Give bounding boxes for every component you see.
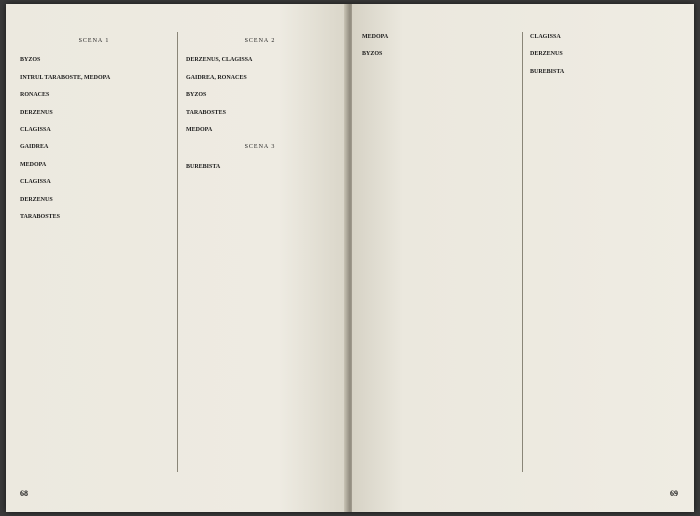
speaker-name: INTRUL TARABOSTE, MEDOPA bbox=[20, 74, 111, 81]
speaker-name: DERZENUS bbox=[530, 51, 563, 58]
speaker-block bbox=[186, 75, 334, 82]
speaker-block bbox=[186, 127, 334, 134]
right-page bbox=[352, 4, 694, 512]
speaker-block bbox=[186, 110, 334, 117]
column-divider bbox=[177, 32, 178, 472]
speaker-name: MEDOPA bbox=[20, 161, 47, 168]
speaker-name: BUREBISTA bbox=[530, 68, 565, 75]
speaker-name: CLAGISSA bbox=[20, 179, 51, 186]
speaker-block bbox=[20, 110, 168, 117]
speaker-name: DERZENUS, CLAGISSA bbox=[186, 57, 253, 64]
speaker-block bbox=[20, 179, 168, 186]
speaker-block bbox=[20, 75, 168, 82]
speaker-name: GAIDREA bbox=[20, 144, 49, 151]
right-column-2 bbox=[530, 34, 678, 86]
speaker-block bbox=[186, 92, 334, 99]
speaker-block bbox=[20, 162, 168, 169]
left-page bbox=[6, 4, 348, 512]
scene-title: SCENA 3 bbox=[244, 144, 276, 151]
right-column-1 bbox=[362, 34, 510, 69]
speaker-block bbox=[20, 127, 168, 134]
speaker-name: RONACES bbox=[20, 92, 50, 99]
speaker-block bbox=[20, 214, 168, 221]
speaker-block bbox=[186, 57, 334, 64]
speaker-name: GAIDREA, RONACES bbox=[186, 74, 247, 81]
speaker-name: MEDOPA bbox=[362, 34, 389, 40]
speaker-name: BYZOS bbox=[362, 51, 383, 58]
speaker-block bbox=[362, 34, 510, 41]
speaker-name: CLAGISSA bbox=[530, 34, 561, 40]
speaker-block bbox=[20, 92, 168, 99]
speaker-block bbox=[20, 57, 168, 64]
speaker-name: DERZENUS bbox=[20, 196, 53, 203]
left-column-1 bbox=[20, 34, 168, 231]
speaker-block bbox=[530, 34, 678, 41]
page-number: 68 bbox=[20, 489, 28, 498]
speaker-name: BYZOS bbox=[20, 57, 41, 64]
speaker-name: DERZENUS bbox=[20, 109, 53, 116]
speaker-name: BUREBISTA bbox=[186, 163, 221, 170]
speaker-name: TARABOSTES bbox=[20, 214, 60, 221]
speaker-name: TARABOSTES bbox=[186, 109, 226, 116]
speaker-name: BYZOS bbox=[186, 92, 207, 99]
speaker-block bbox=[20, 197, 168, 204]
speaker-block bbox=[530, 69, 678, 76]
scene-title: SCENA 1 bbox=[78, 38, 110, 44]
speaker-name: MEDOPA bbox=[186, 127, 213, 134]
speaker-block bbox=[186, 164, 334, 171]
column-divider bbox=[522, 32, 523, 472]
left-column-2 bbox=[186, 34, 334, 181]
speaker-block bbox=[362, 51, 510, 58]
speaker-block bbox=[530, 51, 678, 58]
open-book bbox=[6, 4, 694, 512]
scene-title: SCENA 2 bbox=[244, 38, 276, 44]
page-number: 69 bbox=[670, 489, 678, 498]
speaker-block bbox=[20, 144, 168, 151]
speaker-name: CLAGISSA bbox=[20, 127, 51, 134]
